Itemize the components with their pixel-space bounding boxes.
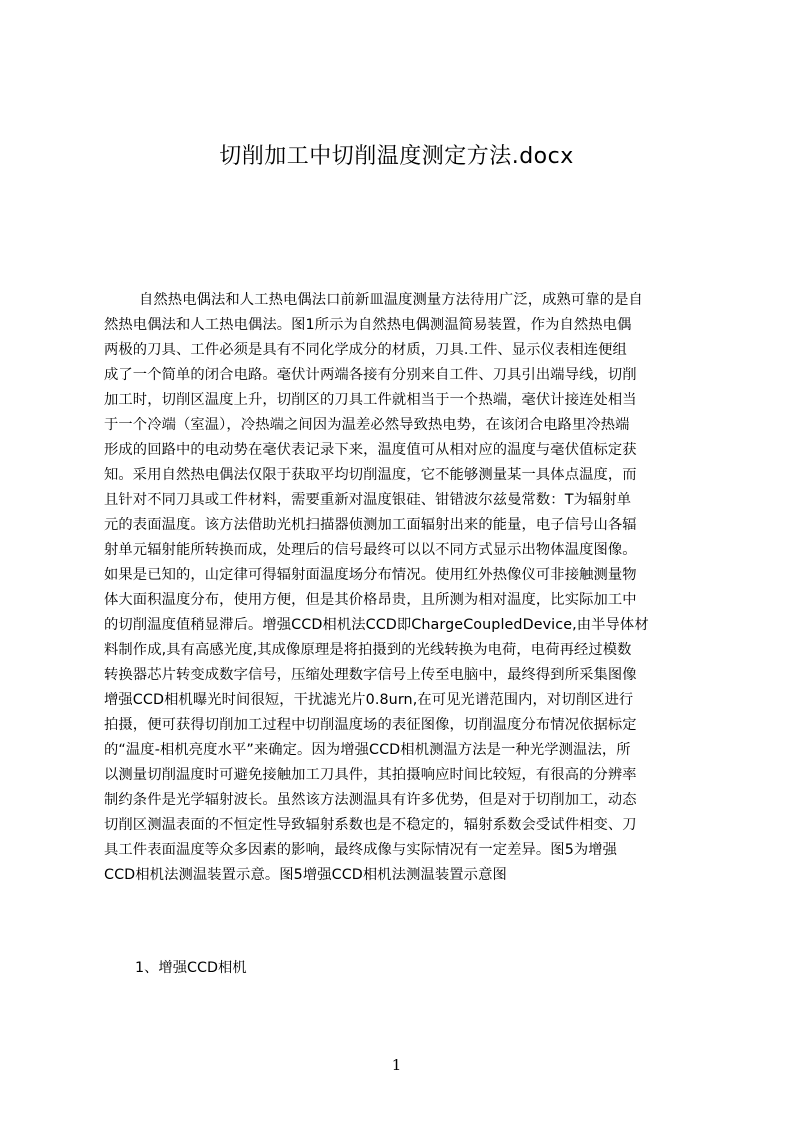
body-line: 以测量切削温度时可避免接触加工刀具件，其拍摄响应时间比较短，有很高的分辨率 — [104, 767, 637, 783]
body-line: 具工件表面温度等众多因素的影响，最终成像与实际情况有一定差异。图5为增强 — [104, 842, 618, 858]
body-line: 自然热电偶法和人工热电偶法口前新皿温度测量方法待用广泛，成熟可靠的是自 — [139, 292, 643, 308]
body-line: 加工时，切削区温度上升，切削区的刀具工件就相当于一个热端，毫伏计接连处相当 — [104, 392, 637, 408]
body-line: 的“温度-相机亮度水平”来确定。因为增强CCD相机测温方法是一种光学测温法，所 — [104, 742, 631, 758]
body-line: 两极的刀具、工件必须是具有不同化学成分的材质，刀具.工件、显示仪表相连便组 — [104, 342, 627, 358]
body-line: 形成的回路中的电动势在毫伏表记录下来，温度值可从相对应的温度与毫伏值标定获 — [104, 442, 637, 458]
document-title: 切削加工中切削温度测定方法.docx — [219, 144, 574, 169]
body-line: 知。采用自然热电偶法仅限于获取平均切削温度，它不能够测量某一具体点温度，而 — [104, 467, 637, 483]
body-line: 且针对不同刀具或工件材料，需要重新对温度银硅、钳错波尔兹曼常数：T为辐射单 — [104, 492, 632, 508]
body-line: 如果是已知的，山定律可得辐射面温度场分布情况。使用红外热像仪可非接触测量物 — [104, 567, 637, 583]
body-line: 拍摄，便可获得切削加工过程中切削温度场的表征图像，切削温度分布情况依据标定 — [104, 717, 637, 733]
body-line: 于一个冷端（室温），冷热端之间因为温差必然导致热电势，在该闭合电路里冷热端 — [104, 417, 630, 433]
body-line: 料制作成,具有高感光度,其成像原理是将拍摄到的光线转换为电荷，电荷再经过模数 — [104, 642, 632, 658]
body-paragraph — [104, 288, 697, 888]
body-line: 成了一个简单的闭合电路。毫伏计两端各接有分别来自工件、刀具引出端导线，切削 — [104, 367, 637, 383]
body-line: 增强CCD相机曝光时间很短，干扰滤光片0.8urn,在可见光谱范围内，对切削区进行 — [104, 692, 634, 708]
section-heading: 1、增强CCD相机 — [135, 960, 247, 976]
body-line: 的切削温度值稍显滞后。增强CCD相机法CCD即ChargeCoupledDevice,由半导体材 — [104, 617, 649, 633]
body-line: 射单元辐射能所转换而成，处理后的信号最终可以以不同方式显示出物体温度图像。 — [104, 542, 637, 558]
body-line: 切削区测温表面的不恒定性导致辐射系数也是不稳定的，辐射系数会受试件相变、刀 — [104, 817, 637, 833]
body-line: 体大面积温度分布，使用方便，但是其价格昂贵，且所测为相对温度，比实际加工中 — [104, 592, 637, 608]
page-number: 1 — [391, 1056, 402, 1074]
body-line: 转换器芯片转变成数字信号，压缩处理数字信号上传至电脑中，最终得到所采集图像 — [104, 667, 637, 683]
body-line: 然热电偶法和人工热电偶法。图1所示为自然热电偶测温简易装置，作为自然热电偶 — [104, 317, 632, 333]
body-line: CCD相机法测温装置示意。图5增强CCD相机法测温装置示意图 — [104, 867, 507, 883]
body-line: 制约条件是光学辐射波长。虽然该方法测温具有许多优势，但是对于切削加工，动态 — [104, 792, 637, 808]
body-line: 元的表面温度。该方法借助光机扫描器侦测加工面辐射出来的能量，电子信号山各辐 — [104, 517, 637, 533]
